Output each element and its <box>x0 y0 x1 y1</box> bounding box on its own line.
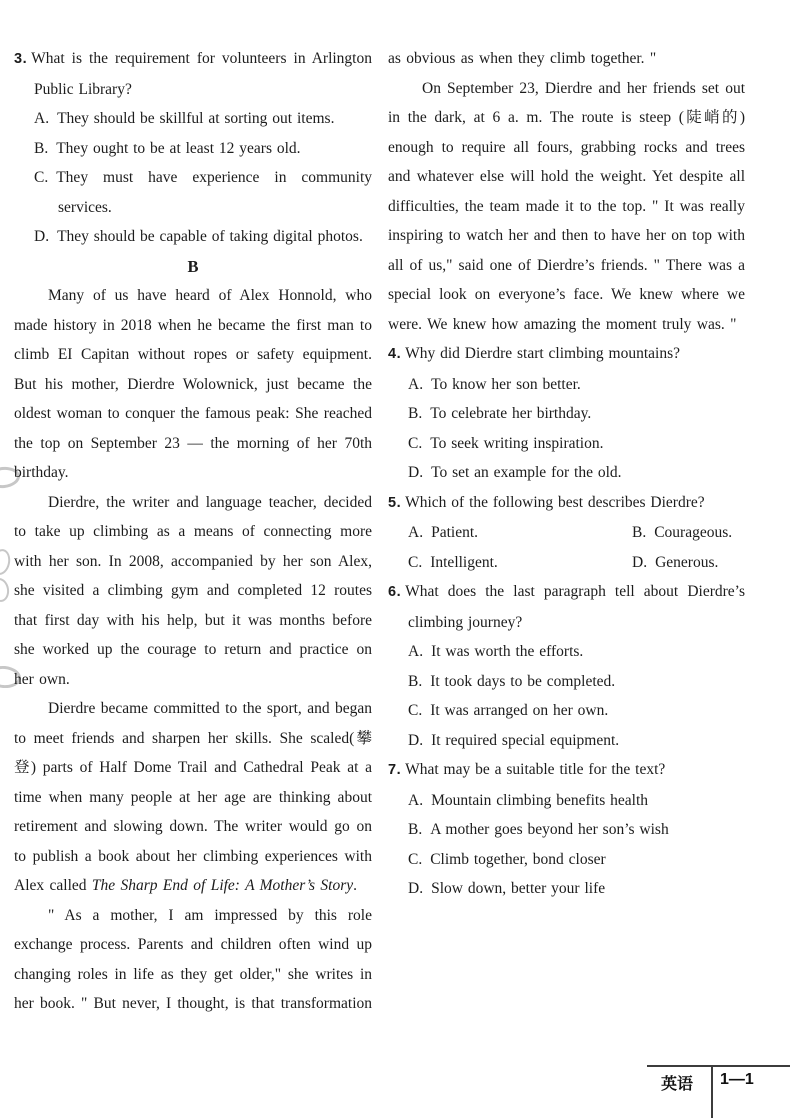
question-5 <box>388 488 745 578</box>
option-text: They must have experience in community services. <box>56 169 372 216</box>
paragraph-3-text: Dierdre became committed to the sport, and began to meet friends and sharpen her skills. She scaled(攀登) parts of Half Dome Trail and Cathedral Peak at a time when many people at her age are thinking about retirement and slowing down. The writer would go on to publish a book about her climbing experiences with Alex called <box>14 700 372 894</box>
option-letter: D. <box>632 553 648 571</box>
option-letter: B. <box>408 672 423 690</box>
question-4-text <box>388 339 745 370</box>
question-number: 3. <box>14 51 28 67</box>
option-text: Intelligent. <box>430 553 498 571</box>
option-letter: B. <box>408 405 423 422</box>
option-letter: B. <box>632 524 647 541</box>
option-letter: A. <box>408 643 424 660</box>
question-5-option-d <box>632 548 745 578</box>
question-number: 7. <box>388 762 402 778</box>
question-5-option-c <box>408 548 632 578</box>
right-column <box>388 44 745 904</box>
question-7 <box>388 755 745 904</box>
paragraph-3-period: . <box>353 877 357 894</box>
binding-mark <box>0 577 11 604</box>
option-text: A mother goes beyond her son’s wish <box>430 821 669 838</box>
question-3-text <box>14 44 372 104</box>
question-stem: What may be a suitable title for the text? <box>405 761 666 778</box>
question-5-option-a <box>408 518 632 548</box>
option-letter: C. <box>408 702 423 719</box>
question-number: 5. <box>388 494 402 511</box>
binding-mark <box>0 547 13 576</box>
question-7-option-d <box>388 874 745 904</box>
option-letter: A. <box>408 375 424 393</box>
question-5-options-row-2 <box>388 548 745 578</box>
option-text: To celebrate her birthday. <box>430 405 592 422</box>
footer-vertical-rule <box>711 1065 713 1118</box>
question-number: 6. <box>388 584 402 600</box>
question-4 <box>388 339 745 488</box>
option-text: Generous. <box>655 553 719 571</box>
question-6-option-c <box>388 696 745 726</box>
question-stem: What does the last paragraph tell about Dierdre’s climbing journey? <box>405 583 745 631</box>
question-5-text <box>388 488 745 519</box>
question-stem: Which of the following best describes Dierdre? <box>405 493 705 511</box>
passage-b-paragraph-4: " As a mother, I am impressed by this role exchange process. Parents and children often wind up changing roles in life as they get older," she writes in her book. " But never, I thought, is that transformation <box>14 906 372 1012</box>
option-letter: C. <box>34 169 49 186</box>
question-6-option-a <box>388 637 745 667</box>
option-letter: C. <box>408 850 423 868</box>
option-text: It took days to be completed. <box>430 672 616 690</box>
option-text: It was arranged on her own. <box>430 702 609 719</box>
option-letter: D. <box>408 731 424 749</box>
footer-subject-label: 英语 <box>660 1076 693 1093</box>
question-7-option-a <box>388 786 745 816</box>
option-text: Mountain climbing benefits health <box>431 791 649 809</box>
option-text: They should be skillful at sorting out items. <box>57 110 335 127</box>
option-letter: A. <box>408 791 424 809</box>
question-6-option-d <box>388 726 745 756</box>
option-text: They ought to be at least 12 years old. <box>56 139 301 157</box>
option-text: They should be capable of taking digital photos. <box>57 228 363 245</box>
option-letter: D. <box>408 880 424 897</box>
option-text: To seek writing inspiration. <box>430 434 604 452</box>
footer-page-number: 1—1 <box>720 1071 754 1088</box>
question-3-option-c <box>14 163 372 222</box>
option-text: To set an example for the old. <box>431 464 622 481</box>
left-column <box>14 44 372 1019</box>
option-letter: B. <box>408 821 423 838</box>
question-number: 4. <box>388 346 402 362</box>
option-text: Slow down, better your life <box>431 880 606 897</box>
question-3-option-b <box>14 134 372 164</box>
book-title: The Sharp End of Life: A Mother’s Story <box>91 877 354 894</box>
option-text: To know her son better. <box>431 375 581 393</box>
option-text: Patient. <box>431 524 479 541</box>
option-letter: C. <box>408 434 423 452</box>
option-text: Courageous. <box>654 524 733 541</box>
passage-b-paragraph-5: On September 23, Dierdre and her friends set out in the dark, at 6 a. m. The route is steep (陡峭的) enough to require all fours, grabbing rocks and trees and whatever else will hold the weight. Yet despite all difficulties, the team made it to the top. " It was really inspiring to watch her and then to have her on top with all of us," said one of Dierdre’s friends. " There was a special look on everyone’s face. We knew where we were. We knew how amazing the moment truly was. " <box>388 79 745 333</box>
option-text: It was worth the efforts. <box>431 643 584 660</box>
question-3-option-a <box>14 104 372 134</box>
footer-horizontal-rule <box>647 1065 790 1067</box>
question-3 <box>14 44 372 252</box>
question-3-option-d <box>14 222 372 252</box>
option-letter: D. <box>408 464 424 481</box>
question-stem: Why did Dierdre start climbing mountains? <box>405 345 680 362</box>
option-text: It required special equipment. <box>431 731 620 749</box>
passage-b-paragraph-1: Many of us have heard of Alex Honnold, who made history in 2018 when he became the first man to climb EI Capitan without ropes or safety equipment. But his mother, Dierdre Wolownick, just became the oldest woman to conquer the famous peak: She reached the top on September 23 — the morning of her 70th birthday. <box>14 287 372 481</box>
option-letter: C. <box>408 553 423 571</box>
option-letter: A. <box>408 524 424 541</box>
question-4-option-d <box>388 458 745 488</box>
passage-b-paragraph-4-continuation: as obvious as when they climb together. " <box>388 50 657 67</box>
question-4-option-a <box>388 370 745 400</box>
question-6 <box>388 577 745 755</box>
question-6-option-b <box>388 667 745 697</box>
option-letter: B. <box>34 139 49 157</box>
question-7-text <box>388 755 745 786</box>
passage-b-paragraph-2: Dierdre, the writer and language teacher, decided to take up climbing as a means of connecting more with her son. In 2008, accompanied by her son Alex, she visited a climbing gym and completed 12 routes that first day with his help, but it was months before she worked up the courage to return and practice on her own. <box>14 493 372 688</box>
option-text: Climb together, bond closer <box>430 850 606 868</box>
question-7-option-b <box>388 815 745 845</box>
question-stem: What is the requirement for volunteers in Arlington Public Library? <box>31 50 372 98</box>
passage-b-paragraph-3 <box>14 694 372 901</box>
question-6-text <box>388 577 745 637</box>
question-4-option-c <box>388 429 745 459</box>
option-letter: D. <box>34 228 50 245</box>
option-letter: A. <box>34 110 50 127</box>
question-5-options-row-1 <box>388 518 745 548</box>
question-4-option-b <box>388 399 745 429</box>
question-7-option-c <box>388 845 745 875</box>
passage-b-heading: B <box>187 256 199 276</box>
question-5-option-b <box>632 518 745 548</box>
